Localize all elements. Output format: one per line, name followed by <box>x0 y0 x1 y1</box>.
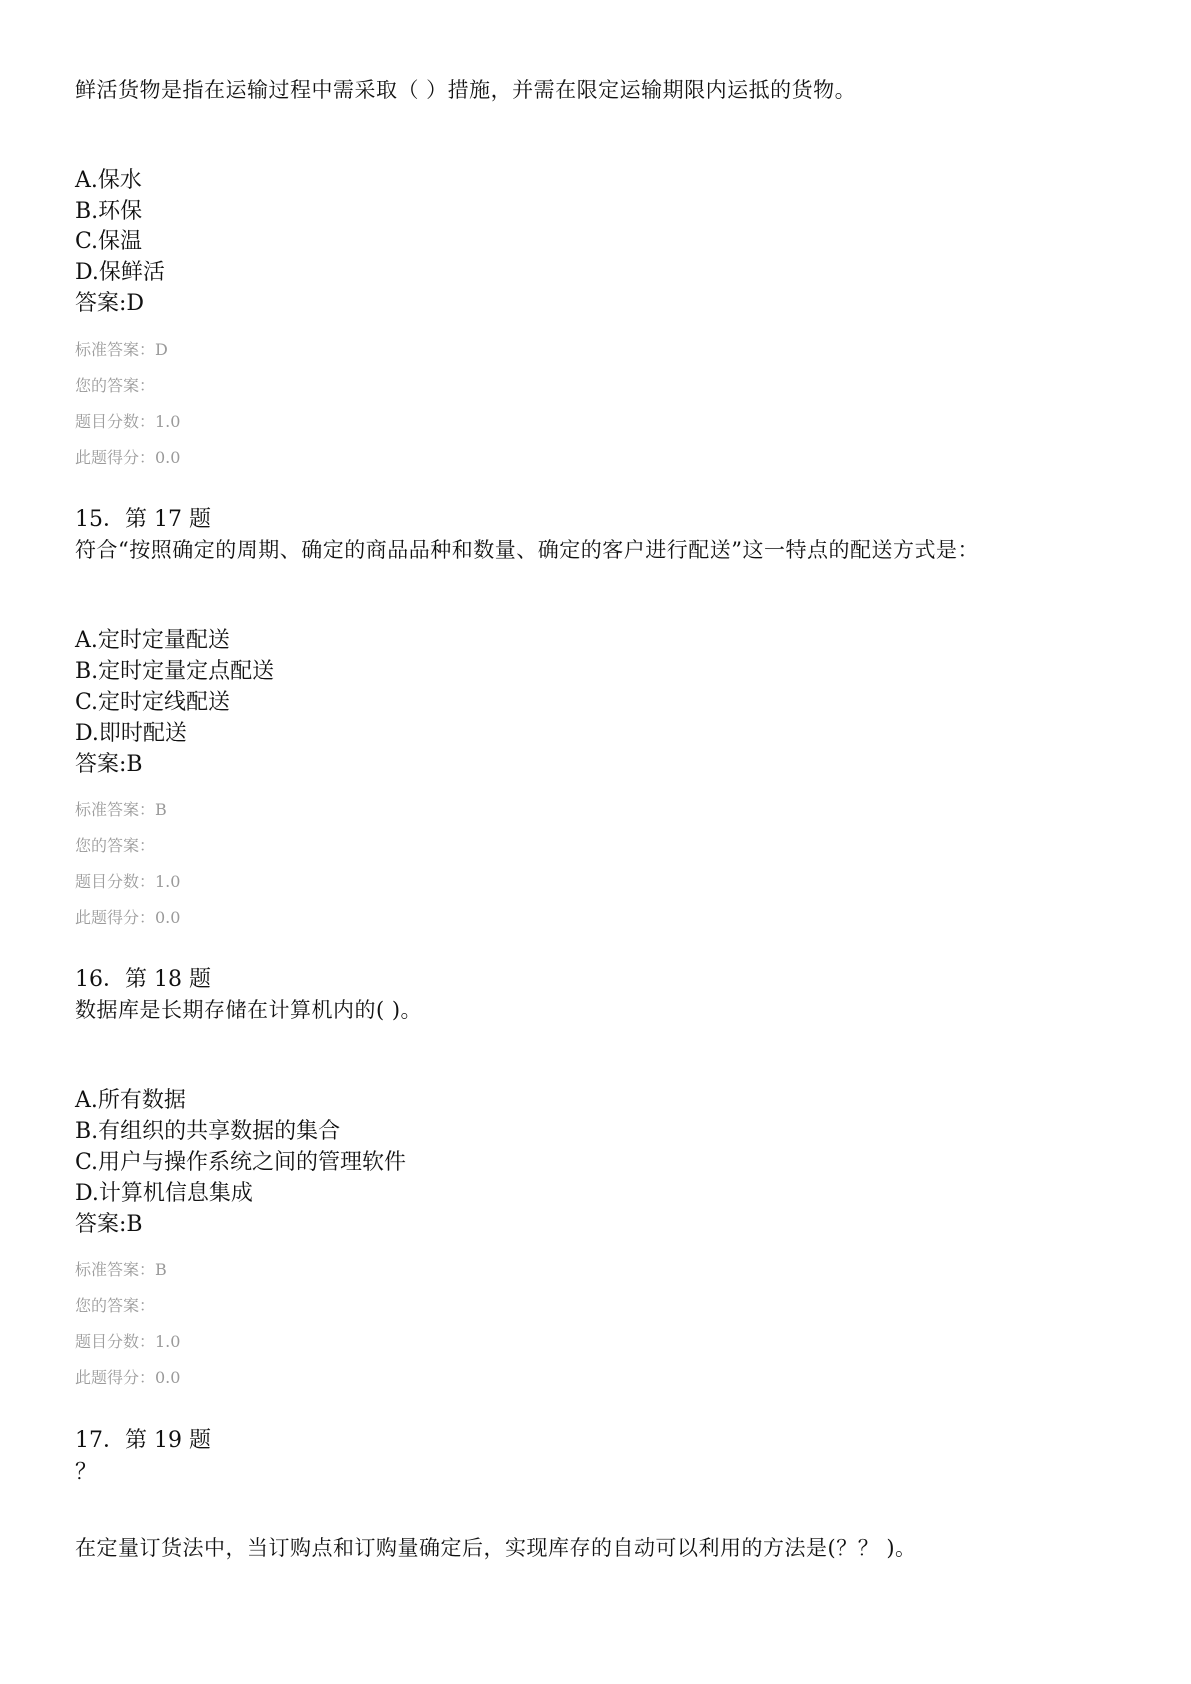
question-stem: 数据库是长期存储在计算机内的( )。 <box>75 998 423 1022</box>
question-header: 15．第 17 题 <box>75 507 211 532</box>
standard-answer: 标准答案：B <box>75 800 167 819</box>
question-score: 题目分数：1.0 <box>75 1332 181 1351</box>
question-stem: 符合“按照确定的周期、确定的商品品种和数量、确定的客户进行配送”这一特点的配送方式是： <box>75 538 979 562</box>
answer-label: 答案:B <box>75 752 143 777</box>
question-header: 17．第 19 题 <box>75 1428 211 1453</box>
option-b: B.定时定量定点配送 <box>75 659 275 684</box>
standard-answer: 标准答案：B <box>75 1260 167 1279</box>
option-b: B.有组织的共享数据的集合 <box>75 1119 341 1144</box>
option-d: D.即时配送 <box>75 721 187 746</box>
option-d: D.保鲜活 <box>75 260 165 285</box>
option-b: B.环保 <box>75 199 143 224</box>
question-stem: 鲜活货物是指在运输过程中需采取（ ）措施，并需在限定运输期限内运抵的货物。 <box>75 78 857 102</box>
your-answer: 您的答案： <box>75 1296 156 1315</box>
question-score: 题目分数：1.0 <box>75 412 181 431</box>
option-a: A.所有数据 <box>75 1088 186 1113</box>
option-c: C.保温 <box>75 229 143 254</box>
your-answer: 您的答案： <box>75 376 156 395</box>
option-c: C.用户与操作系统之间的管理软件 <box>75 1150 407 1175</box>
your-answer: 您的答案： <box>75 836 156 855</box>
option-a: A.保水 <box>75 168 142 193</box>
standard-answer: 标准答案：D <box>75 340 168 359</box>
answer-label: 答案:B <box>75 1212 143 1237</box>
question-mark: ？ <box>75 1460 98 1485</box>
question-score: 题目分数：1.0 <box>75 872 181 891</box>
earned-score: 此题得分：0.0 <box>75 448 181 467</box>
answer-label: 答案:D <box>75 291 145 316</box>
question-stem: 在定量订货法中，当订购点和订购量确定后，实现库存的自动可以利用的方法是(？？ )。 <box>75 1536 917 1560</box>
option-d: D.计算机信息集成 <box>75 1181 253 1206</box>
earned-score: 此题得分：0.0 <box>75 1368 181 1387</box>
earned-score: 此题得分：0.0 <box>75 908 181 927</box>
question-header: 16．第 18 题 <box>75 967 211 992</box>
option-a: A.定时定量配送 <box>75 628 230 653</box>
option-c: C.定时定线配送 <box>75 690 231 715</box>
